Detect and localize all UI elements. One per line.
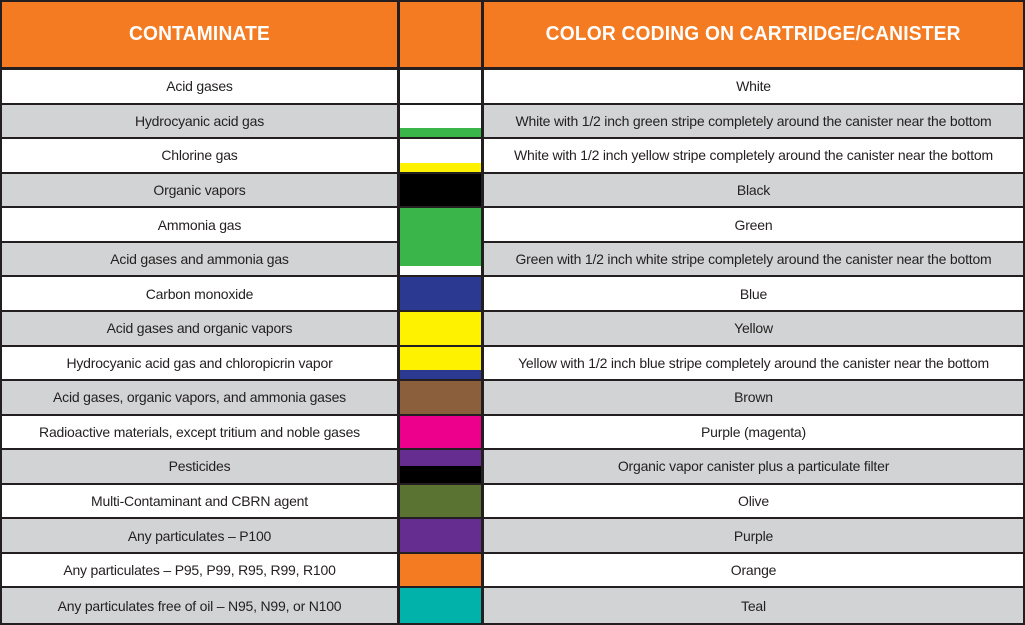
color-swatch bbox=[400, 347, 484, 382]
swatch-segment-purple bbox=[400, 450, 481, 466]
table-row bbox=[2, 381, 1023, 416]
contaminate-cell: Acid gases and organic vapors bbox=[2, 312, 400, 347]
header-contaminate bbox=[2, 2, 400, 67]
color-swatch bbox=[400, 174, 484, 209]
contaminate-cell: Pesticides bbox=[2, 450, 400, 485]
contaminate-cell: Organic vapors bbox=[2, 174, 400, 209]
coding-cell: White with 1/2 inch green stripe completely around the canister near the bottom bbox=[484, 105, 1023, 140]
color-swatch bbox=[400, 277, 484, 312]
coding-cell: Orange bbox=[484, 554, 1023, 589]
table-row bbox=[2, 208, 1023, 243]
coding-cell: Blue bbox=[484, 277, 1023, 312]
header-swatch-column bbox=[400, 2, 484, 67]
contaminate-cell: Acid gases, organic vapors, and ammonia gases bbox=[2, 381, 400, 416]
color-swatch bbox=[400, 70, 484, 105]
contaminate-cell: Carbon monoxide bbox=[2, 277, 400, 312]
table-row bbox=[2, 416, 1023, 451]
table-header-row bbox=[2, 2, 1023, 70]
contaminate-cell: Any particulates – P95, P99, R95, R99, R100 bbox=[2, 554, 400, 589]
coding-cell: Black bbox=[484, 174, 1023, 209]
table-row bbox=[2, 277, 1023, 312]
color-swatch bbox=[400, 554, 484, 589]
contaminate-cell: Hydrocyanic acid gas bbox=[2, 105, 400, 140]
contaminate-cell: Acid gases and ammonia gas bbox=[2, 243, 400, 278]
contaminate-cell: Chlorine gas bbox=[2, 139, 400, 174]
swatch-stripe-yellow bbox=[400, 163, 481, 172]
coding-cell: Purple (magenta) bbox=[484, 416, 1023, 451]
color-swatch bbox=[400, 485, 484, 520]
color-swatch bbox=[400, 312, 484, 347]
table-row bbox=[2, 243, 1023, 278]
swatch-segment-black bbox=[400, 466, 481, 482]
swatch-stripe-white bbox=[400, 266, 481, 275]
color-swatch bbox=[400, 450, 484, 485]
coding-cell: Brown bbox=[484, 381, 1023, 416]
color-swatch bbox=[400, 105, 484, 140]
table-row bbox=[2, 347, 1023, 382]
contaminate-cell: Any particulates free of oil – N95, N99, or N100 bbox=[2, 588, 400, 623]
table-row bbox=[2, 70, 1023, 105]
header-color-coding-label: COLOR CODING ON CARTRIDGE/CANISTER bbox=[545, 23, 962, 45]
coding-cell: Yellow with 1/2 inch blue stripe completely around the canister near the bottom bbox=[484, 347, 1023, 382]
swatch-stripe-green bbox=[400, 128, 481, 137]
color-swatch bbox=[400, 243, 484, 278]
color-swatch bbox=[400, 588, 484, 623]
table-row bbox=[2, 139, 1023, 174]
coding-cell: Purple bbox=[484, 519, 1023, 554]
table-row bbox=[2, 485, 1023, 520]
color-swatch bbox=[400, 519, 484, 554]
table-body bbox=[2, 70, 1023, 623]
contaminate-cell: Ammonia gas bbox=[2, 208, 400, 243]
header-color-coding bbox=[484, 2, 1023, 67]
color-swatch bbox=[400, 416, 484, 451]
color-swatch bbox=[400, 139, 484, 174]
contaminate-cell: Any particulates – P100 bbox=[2, 519, 400, 554]
table-row bbox=[2, 554, 1023, 589]
coding-cell: Olive bbox=[484, 485, 1023, 520]
header-contaminate-label: CONTAMINATE bbox=[128, 23, 271, 45]
coding-cell: Yellow bbox=[484, 312, 1023, 347]
contaminate-cell: Acid gases bbox=[2, 70, 400, 105]
coding-cell: White bbox=[484, 70, 1023, 105]
swatch-stripe-blue bbox=[400, 370, 481, 379]
table-row bbox=[2, 174, 1023, 209]
color-swatch bbox=[400, 381, 484, 416]
coding-cell: Organic vapor canister plus a particulate filter bbox=[484, 450, 1023, 485]
coding-cell: White with 1/2 inch yellow stripe completely around the canister near the bottom bbox=[484, 139, 1023, 174]
table-row bbox=[2, 105, 1023, 140]
contaminate-cell: Multi-Contaminant and CBRN agent bbox=[2, 485, 400, 520]
table-row bbox=[2, 519, 1023, 554]
coding-cell: Green bbox=[484, 208, 1023, 243]
coding-cell: Teal bbox=[484, 588, 1023, 623]
contaminate-cell: Hydrocyanic acid gas and chloropicrin vapor bbox=[2, 347, 400, 382]
contaminate-cell: Radioactive materials, except tritium and noble gases bbox=[2, 416, 400, 451]
table-row bbox=[2, 312, 1023, 347]
table-row bbox=[2, 588, 1023, 623]
color-swatch bbox=[400, 208, 484, 243]
coding-cell: Green with 1/2 inch white stripe completely around the canister near the bottom bbox=[484, 243, 1023, 278]
table-row bbox=[2, 450, 1023, 485]
